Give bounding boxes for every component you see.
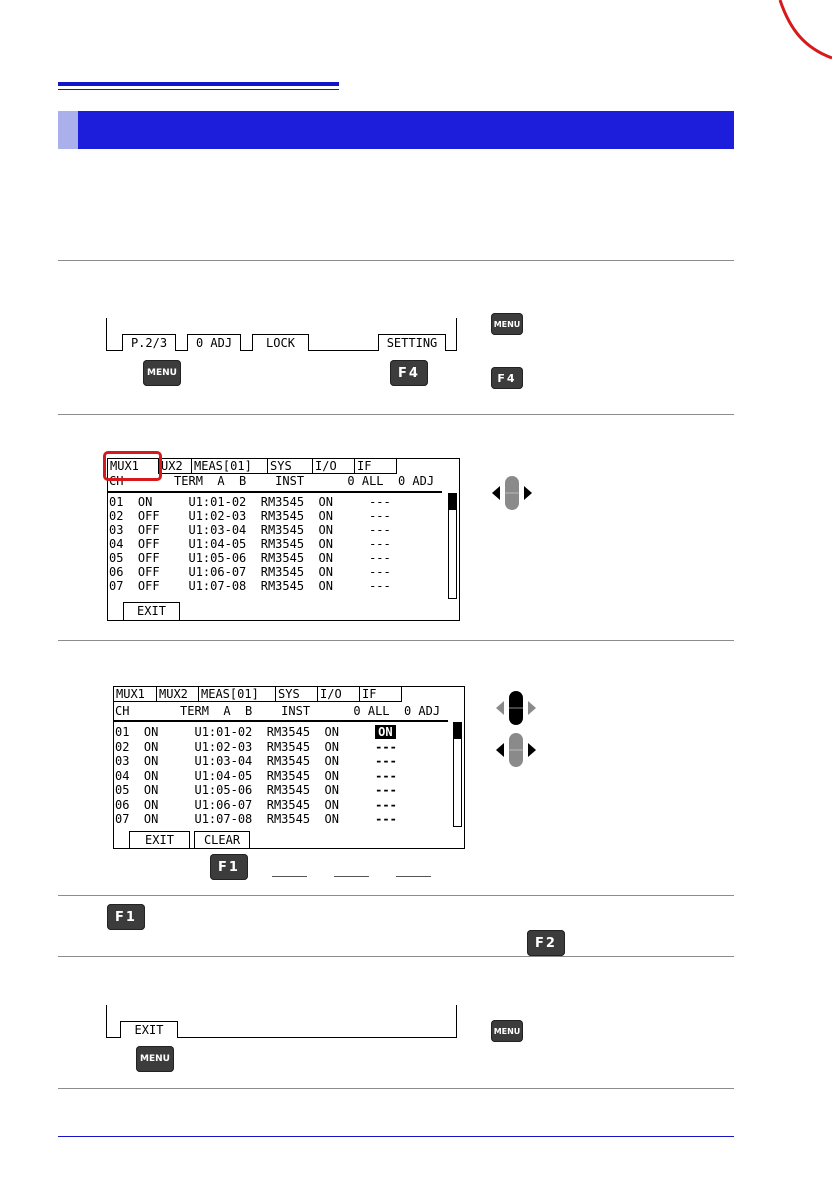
table-row[interactable]: 02 OFF U1:02-03 RM3545 ON --- xyxy=(109,509,391,523)
header-underline xyxy=(108,491,442,493)
table-row[interactable]: 03 OFF U1:03-04 RM3545 ON --- xyxy=(109,523,391,537)
softkey-bar-left-edge xyxy=(106,318,107,351)
table-row[interactable]: 01 ON U1:01-02 RM3545 ON --- xyxy=(109,495,391,509)
f4-key[interactable]: F4 xyxy=(390,360,428,386)
softkey-lock[interactable]: LOCK xyxy=(252,334,309,351)
header-rule-thin xyxy=(58,89,339,90)
section-bar-accent xyxy=(58,111,78,149)
cell-adj: ON xyxy=(375,725,395,739)
tab-if[interactable]: IF xyxy=(360,687,402,702)
cell-ch: 02 xyxy=(115,739,130,754)
cell-term: U1:03-04 xyxy=(194,754,253,768)
menu-key-icon-right: MENU xyxy=(491,1020,523,1042)
table-row[interactable] xyxy=(115,812,397,826)
screen-mux-list xyxy=(107,458,460,621)
cell-adj: --- xyxy=(375,812,397,826)
cell-all: ON xyxy=(324,739,339,754)
softkey-page[interactable]: P.2/3 xyxy=(122,334,176,351)
cell-adj: --- xyxy=(375,739,397,754)
cell-term: U1:06-07 xyxy=(194,797,253,812)
step-divider-3 xyxy=(58,640,734,641)
cell-all: ON xyxy=(324,725,339,739)
cell-sw: ON xyxy=(143,797,159,812)
cell-all: ON xyxy=(324,754,339,768)
cell-ch: 07 xyxy=(115,812,130,826)
step-divider-5 xyxy=(58,956,734,957)
table-row[interactable]: 05 OFF U1:05-06 RM3545 ON --- xyxy=(109,551,391,565)
tab-mux1[interactable]: MUX1 xyxy=(114,687,157,702)
page-corner-curve xyxy=(0,0,832,70)
tab-mux2[interactable]: MUX2 xyxy=(157,687,199,702)
rocker-left-right-icon xyxy=(492,731,540,769)
cell-inst: RM3545 xyxy=(266,754,311,768)
table-row[interactable] xyxy=(115,725,396,739)
f1-key[interactable]: F1 xyxy=(107,904,145,930)
tab-sys[interactable]: SYS xyxy=(276,687,318,702)
cell-all: ON xyxy=(324,812,339,826)
step-divider-4 xyxy=(58,895,734,896)
tab-meas[interactable]: MEAS[01] xyxy=(192,459,268,474)
scrollbar[interactable] xyxy=(453,722,462,827)
table-row[interactable] xyxy=(115,769,397,783)
exit-softkey[interactable]: EXIT xyxy=(123,602,180,620)
cell-term: U1:04-05 xyxy=(194,768,253,783)
exit-softkey[interactable]: EXIT xyxy=(120,1021,178,1038)
step-divider-1 xyxy=(58,260,734,261)
table-row[interactable]: 07 OFF U1:07-08 RM3545 ON --- xyxy=(109,579,391,593)
column-header: CH TERM A B INST 0 ALL 0 ADJ xyxy=(115,704,441,718)
cell-sw: ON xyxy=(143,768,159,783)
cell-ch: 05 xyxy=(115,783,130,797)
cell-sw: ON xyxy=(143,783,159,797)
f4-key-icon-right: F4 xyxy=(491,367,523,389)
cell-inst: RM3545 xyxy=(266,739,311,754)
cell-adj: --- xyxy=(375,797,397,812)
table-row[interactable]: 06 OFF U1:06-07 RM3545 ON --- xyxy=(109,565,391,579)
table-row[interactable]: 04 OFF U1:04-05 RM3545 ON --- xyxy=(109,537,391,551)
blank-line xyxy=(396,876,431,877)
scrollbar-thumb[interactable] xyxy=(454,723,461,739)
cell-inst: RM3545 xyxy=(266,768,311,783)
table-row[interactable] xyxy=(115,740,397,754)
menu-key[interactable]: MENU xyxy=(136,1046,174,1072)
cell-inst: RM3545 xyxy=(266,797,311,812)
softkey-bar-left-edge xyxy=(106,1005,107,1038)
tab-io[interactable]: I/O xyxy=(313,459,355,474)
menu-key-icon-right: MENU xyxy=(491,313,523,335)
header-rule-thick xyxy=(58,82,339,86)
menu-key[interactable]: MENU xyxy=(143,360,181,386)
blank-line xyxy=(272,876,307,877)
cell-adj: --- xyxy=(375,754,397,768)
cell-inst: RM3545 xyxy=(266,812,311,826)
cell-term: U1:05-06 xyxy=(194,783,253,797)
cell-ch: 03 xyxy=(115,754,130,768)
cell-ch: 01 xyxy=(115,725,130,739)
cell-all: ON xyxy=(324,768,339,783)
exit-softkey[interactable]: EXIT xyxy=(129,831,190,849)
step-divider-6 xyxy=(58,1088,734,1089)
section-title-bar xyxy=(58,111,734,149)
cell-term: U1:07-08 xyxy=(194,812,253,826)
cell-all: ON xyxy=(324,797,339,812)
scrollbar-thumb[interactable] xyxy=(449,494,456,510)
rocker-up-down-icon xyxy=(492,689,540,727)
column-header: CH TERM A B INST 0 ALL 0 ADJ xyxy=(109,474,435,488)
f2-key[interactable]: F2 xyxy=(527,930,565,956)
screen-mux-zero-adj xyxy=(113,686,465,849)
f1-key[interactable]: F1 xyxy=(210,854,248,880)
scrollbar[interactable] xyxy=(448,493,457,599)
header-underline xyxy=(114,720,448,722)
cell-adj: --- xyxy=(375,783,397,797)
tab-sys[interactable]: SYS xyxy=(268,459,313,474)
cell-ch: 04 xyxy=(115,768,130,783)
tab-meas[interactable]: MEAS[01] xyxy=(199,687,276,702)
cell-sw: ON xyxy=(143,812,159,826)
rocker-left-right-icon xyxy=(488,474,536,512)
cell-all: ON xyxy=(324,783,339,797)
blank-line xyxy=(334,876,369,877)
softkey-zero-adj[interactable]: 0 ADJ xyxy=(187,334,241,351)
cell-inst: RM3545 xyxy=(266,725,311,739)
softkey-setting[interactable]: SETTING xyxy=(378,334,446,351)
table-row[interactable] xyxy=(115,798,397,812)
softkey-bar-right-edge xyxy=(456,1005,457,1038)
cell-sw: ON xyxy=(143,754,159,768)
table-row[interactable] xyxy=(115,754,397,768)
footer-rule xyxy=(58,1136,734,1137)
cell-inst: RM3545 xyxy=(266,783,311,797)
cell-adj: --- xyxy=(375,768,397,783)
tab-mux2[interactable]: UX2 xyxy=(159,459,192,474)
table-row[interactable] xyxy=(115,783,397,797)
softkey-bar-right-edge xyxy=(456,318,457,351)
cell-sw: ON xyxy=(143,725,159,739)
tab-if[interactable]: IF xyxy=(355,459,397,474)
step-divider-2 xyxy=(58,414,734,415)
highlight-mux1-tab xyxy=(103,451,162,481)
tab-io[interactable]: I/O xyxy=(318,687,360,702)
tab-mux1[interactable]: MUX1 xyxy=(108,459,159,474)
clear-softkey[interactable]: CLEAR xyxy=(194,831,250,849)
cell-term: U1:02-03 xyxy=(194,739,253,754)
cell-ch: 06 xyxy=(115,797,130,812)
cell-term: U1:01-02 xyxy=(194,725,253,739)
cell-sw: ON xyxy=(143,739,159,754)
